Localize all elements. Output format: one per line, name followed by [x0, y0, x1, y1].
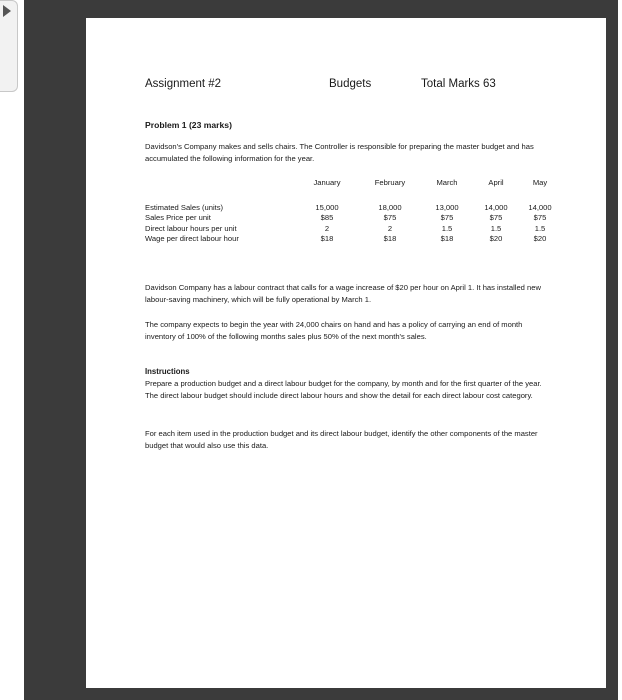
- problem-title: Problem 1 (23 marks): [145, 120, 232, 130]
- assignment-title: Assignment #2: [145, 78, 222, 90]
- table-row: [145, 223, 561, 234]
- play-arrow-icon: [3, 5, 11, 17]
- table-corner: [145, 178, 295, 202]
- table-cell: $75: [440, 213, 454, 223]
- table-cell: $75: [533, 213, 547, 223]
- page-header: [145, 78, 565, 94]
- row-label: Estimated Sales (units): [145, 202, 224, 212]
- column-header: March: [436, 178, 458, 187]
- table-cell: $18: [383, 234, 397, 244]
- contract-paragraph: Davidson Company has a labour contract that calls for a wage increase of $20 per hour on April 1. It has installed new labour-saving machinery, which will be fully operational by March 1.: [145, 283, 541, 304]
- table-row: [145, 213, 561, 224]
- table-cell: $18: [440, 234, 454, 244]
- document-page: [86, 18, 606, 688]
- table-cell: 15,000: [315, 202, 339, 212]
- table-cell: 14,000: [484, 202, 508, 212]
- column-header: May: [532, 178, 548, 187]
- table-cell: 2: [387, 223, 393, 233]
- table-cell: $85: [320, 213, 334, 223]
- total-marks: Total Marks 63: [421, 78, 496, 90]
- instructions-paragraph: Prepare a production budget and a direct labour budget for the company, by month and for the first quarter of the year. The direct labour budget should include direct labour hours and show the detail for each direct labour cost category.: [145, 379, 542, 400]
- table-header-row: [145, 178, 561, 202]
- table-cell: $75: [383, 213, 397, 223]
- intro-paragraph: Davidson's Company makes and sells chairs. The Controller is responsible for preparing the master budget and has accumulated the following information for the year.: [145, 142, 534, 163]
- instructions-heading: Instructions: [145, 367, 190, 376]
- table-cell: 1.5: [534, 223, 546, 233]
- column-header: January: [313, 178, 341, 187]
- column-header: April: [488, 178, 504, 187]
- table-cell: $20: [533, 234, 547, 244]
- table-row: [145, 234, 561, 245]
- table-row: [145, 202, 561, 213]
- inventory-paragraph: The company expects to begin the year with 24,000 chairs on hand and has a policy of carrying an end of month inventory of 100% of the following months sales plus 50% of the next month's sales.: [145, 320, 523, 341]
- row-label: Sales Price per unit: [145, 213, 211, 223]
- table-cell: $18: [320, 234, 334, 244]
- row-label: Direct labour hours per unit: [145, 223, 237, 233]
- column-header: February: [374, 178, 406, 187]
- table-cell: 18,000: [378, 202, 402, 212]
- table-cell: 1.5: [441, 223, 453, 233]
- budgets-heading: Budgets: [329, 78, 372, 90]
- table-cell: 1.5: [490, 223, 502, 233]
- components-paragraph: For each item used in the production budget and its direct labour budget, identify the other components of the master budget that would also use this data.: [145, 429, 538, 450]
- row-label: Wage per direct labour hour: [145, 234, 239, 244]
- table-cell: 13,000: [435, 202, 459, 212]
- table-cell: 14,000: [528, 202, 552, 212]
- sidebar-toggle-tab[interactable]: [0, 0, 18, 92]
- document-viewer: [24, 0, 618, 700]
- table-cell: $20: [489, 234, 503, 244]
- table-cell: $75: [489, 213, 503, 223]
- table-cell: 2: [324, 223, 330, 233]
- budget-data-table: [145, 178, 561, 244]
